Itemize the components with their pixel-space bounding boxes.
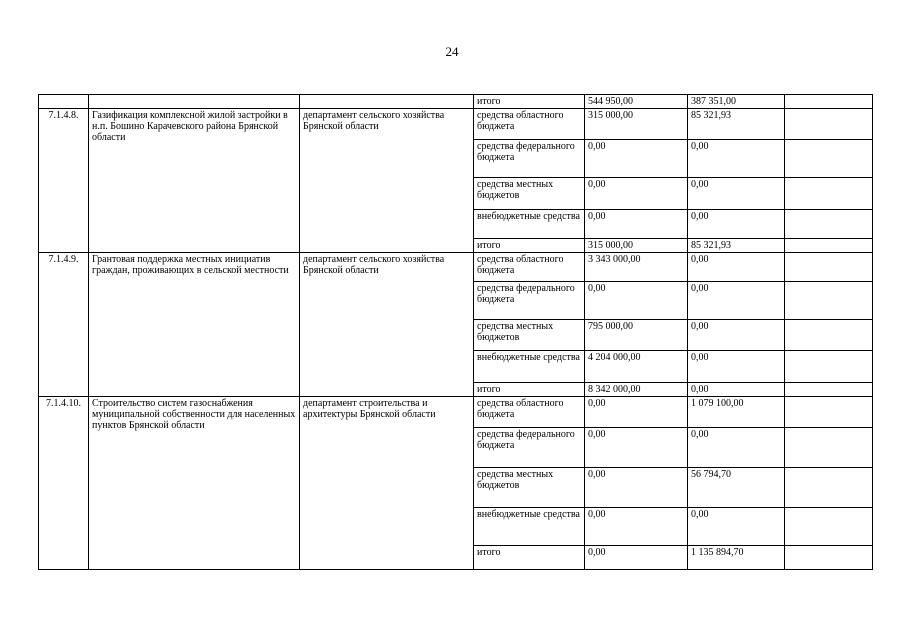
amount-cell: 0,00 <box>585 282 688 320</box>
project-name: Грантовая поддержка местных инициатив граждан, проживающих в сельской местности <box>89 253 300 397</box>
amount-cell: 0,00 <box>585 210 688 239</box>
funding-source-cell: итого <box>474 546 585 570</box>
amount-cell: 85 321,93 <box>688 109 785 140</box>
empty-cell <box>785 468 873 508</box>
empty-cell <box>785 95 873 109</box>
empty-cell <box>785 282 873 320</box>
funding-source-cell: внебюджетные средства <box>474 351 585 383</box>
amount-cell: 4 204 000,00 <box>585 351 688 383</box>
name-cell <box>89 95 300 109</box>
empty-cell <box>785 546 873 570</box>
amount-cell: 387 351,00 <box>688 95 785 109</box>
amount-cell: 0,00 <box>688 210 785 239</box>
funding-source-cell: средства федерального бюджета <box>474 140 585 178</box>
page-number: 24 <box>445 44 459 59</box>
empty-cell <box>785 210 873 239</box>
amount-cell: 56 794,70 <box>688 468 785 508</box>
empty-cell <box>785 397 873 428</box>
funding-source-cell: средства местных бюджетов <box>474 468 585 508</box>
amount-cell: 0,00 <box>688 428 785 468</box>
empty-cell <box>785 178 873 210</box>
amount-cell: 0,00 <box>585 508 688 546</box>
amount-cell: 1 135 894,70 <box>688 546 785 570</box>
funding-source-cell: средства областного бюджета <box>474 253 585 282</box>
project-code: 7.1.4.9. <box>39 253 89 397</box>
amount-cell: 0,00 <box>585 178 688 210</box>
table-row <box>39 109 873 140</box>
project-department: департамент сельского хозяйства Брянской области <box>300 253 474 397</box>
amount-cell: 0,00 <box>688 140 785 178</box>
table-row <box>39 397 873 428</box>
empty-cell <box>785 253 873 282</box>
project-department: департамент строительства и архитектуры Брянской области <box>300 397 474 570</box>
budget-table <box>38 94 873 570</box>
empty-cell <box>785 351 873 383</box>
project-code: 7.1.4.10. <box>39 397 89 570</box>
amount-cell: 315 000,00 <box>585 239 688 253</box>
amount-cell: 85 321,93 <box>688 239 785 253</box>
table-row <box>39 253 873 282</box>
carry-over-row <box>39 95 873 109</box>
amount-cell: 0,00 <box>688 253 785 282</box>
empty-cell <box>785 320 873 351</box>
amount-cell: 1 079 100,00 <box>688 397 785 428</box>
funding-source-cell: средства местных бюджетов <box>474 320 585 351</box>
amount-cell: 315 000,00 <box>585 109 688 140</box>
funding-source-cell: средства федерального бюджета <box>474 282 585 320</box>
amount-cell: 0,00 <box>688 282 785 320</box>
funding-source-cell: итого <box>474 239 585 253</box>
funding-source-cell: итого <box>474 95 585 109</box>
empty-cell <box>785 383 873 397</box>
amount-cell: 3 343 000,00 <box>585 253 688 282</box>
empty-cell <box>785 140 873 178</box>
funding-source-cell: внебюджетные средства <box>474 508 585 546</box>
amount-cell: 0,00 <box>585 428 688 468</box>
department-cell <box>300 95 474 109</box>
amount-cell: 0,00 <box>585 397 688 428</box>
project-department: департамент сельского хозяйства Брянской области <box>300 109 474 253</box>
project-name: Строительство систем газоснабжения муниципальной собственности для населенных пунктов Брянской области <box>89 397 300 570</box>
funding-source-cell: средства областного бюджета <box>474 397 585 428</box>
amount-cell: 0,00 <box>688 320 785 351</box>
amount-cell: 0,00 <box>688 178 785 210</box>
funding-source-cell: средства областного бюджета <box>474 109 585 140</box>
amount-cell: 0,00 <box>688 351 785 383</box>
project-name: Газификация комплексной жилой застройки в н.п. Бошино Карачевского района Брянской области <box>89 109 300 253</box>
amount-cell: 795 000,00 <box>585 320 688 351</box>
project-code: 7.1.4.8. <box>39 109 89 253</box>
empty-cell <box>785 508 873 546</box>
empty-cell <box>785 109 873 140</box>
empty-cell <box>785 428 873 468</box>
amount-cell: 0,00 <box>585 140 688 178</box>
amount-cell: 8 342 000,00 <box>585 383 688 397</box>
empty-cell <box>785 239 873 253</box>
funding-source-cell: внебюджетные средства <box>474 210 585 239</box>
amount-cell: 0,00 <box>688 383 785 397</box>
amount-cell: 0,00 <box>585 546 688 570</box>
amount-cell: 0,00 <box>585 468 688 508</box>
amount-cell: 544 950,00 <box>585 95 688 109</box>
funding-source-cell: средства федерального бюджета <box>474 428 585 468</box>
amount-cell: 0,00 <box>688 508 785 546</box>
code-cell <box>39 95 89 109</box>
funding-source-cell: итого <box>474 383 585 397</box>
funding-source-cell: средства местных бюджетов <box>474 178 585 210</box>
